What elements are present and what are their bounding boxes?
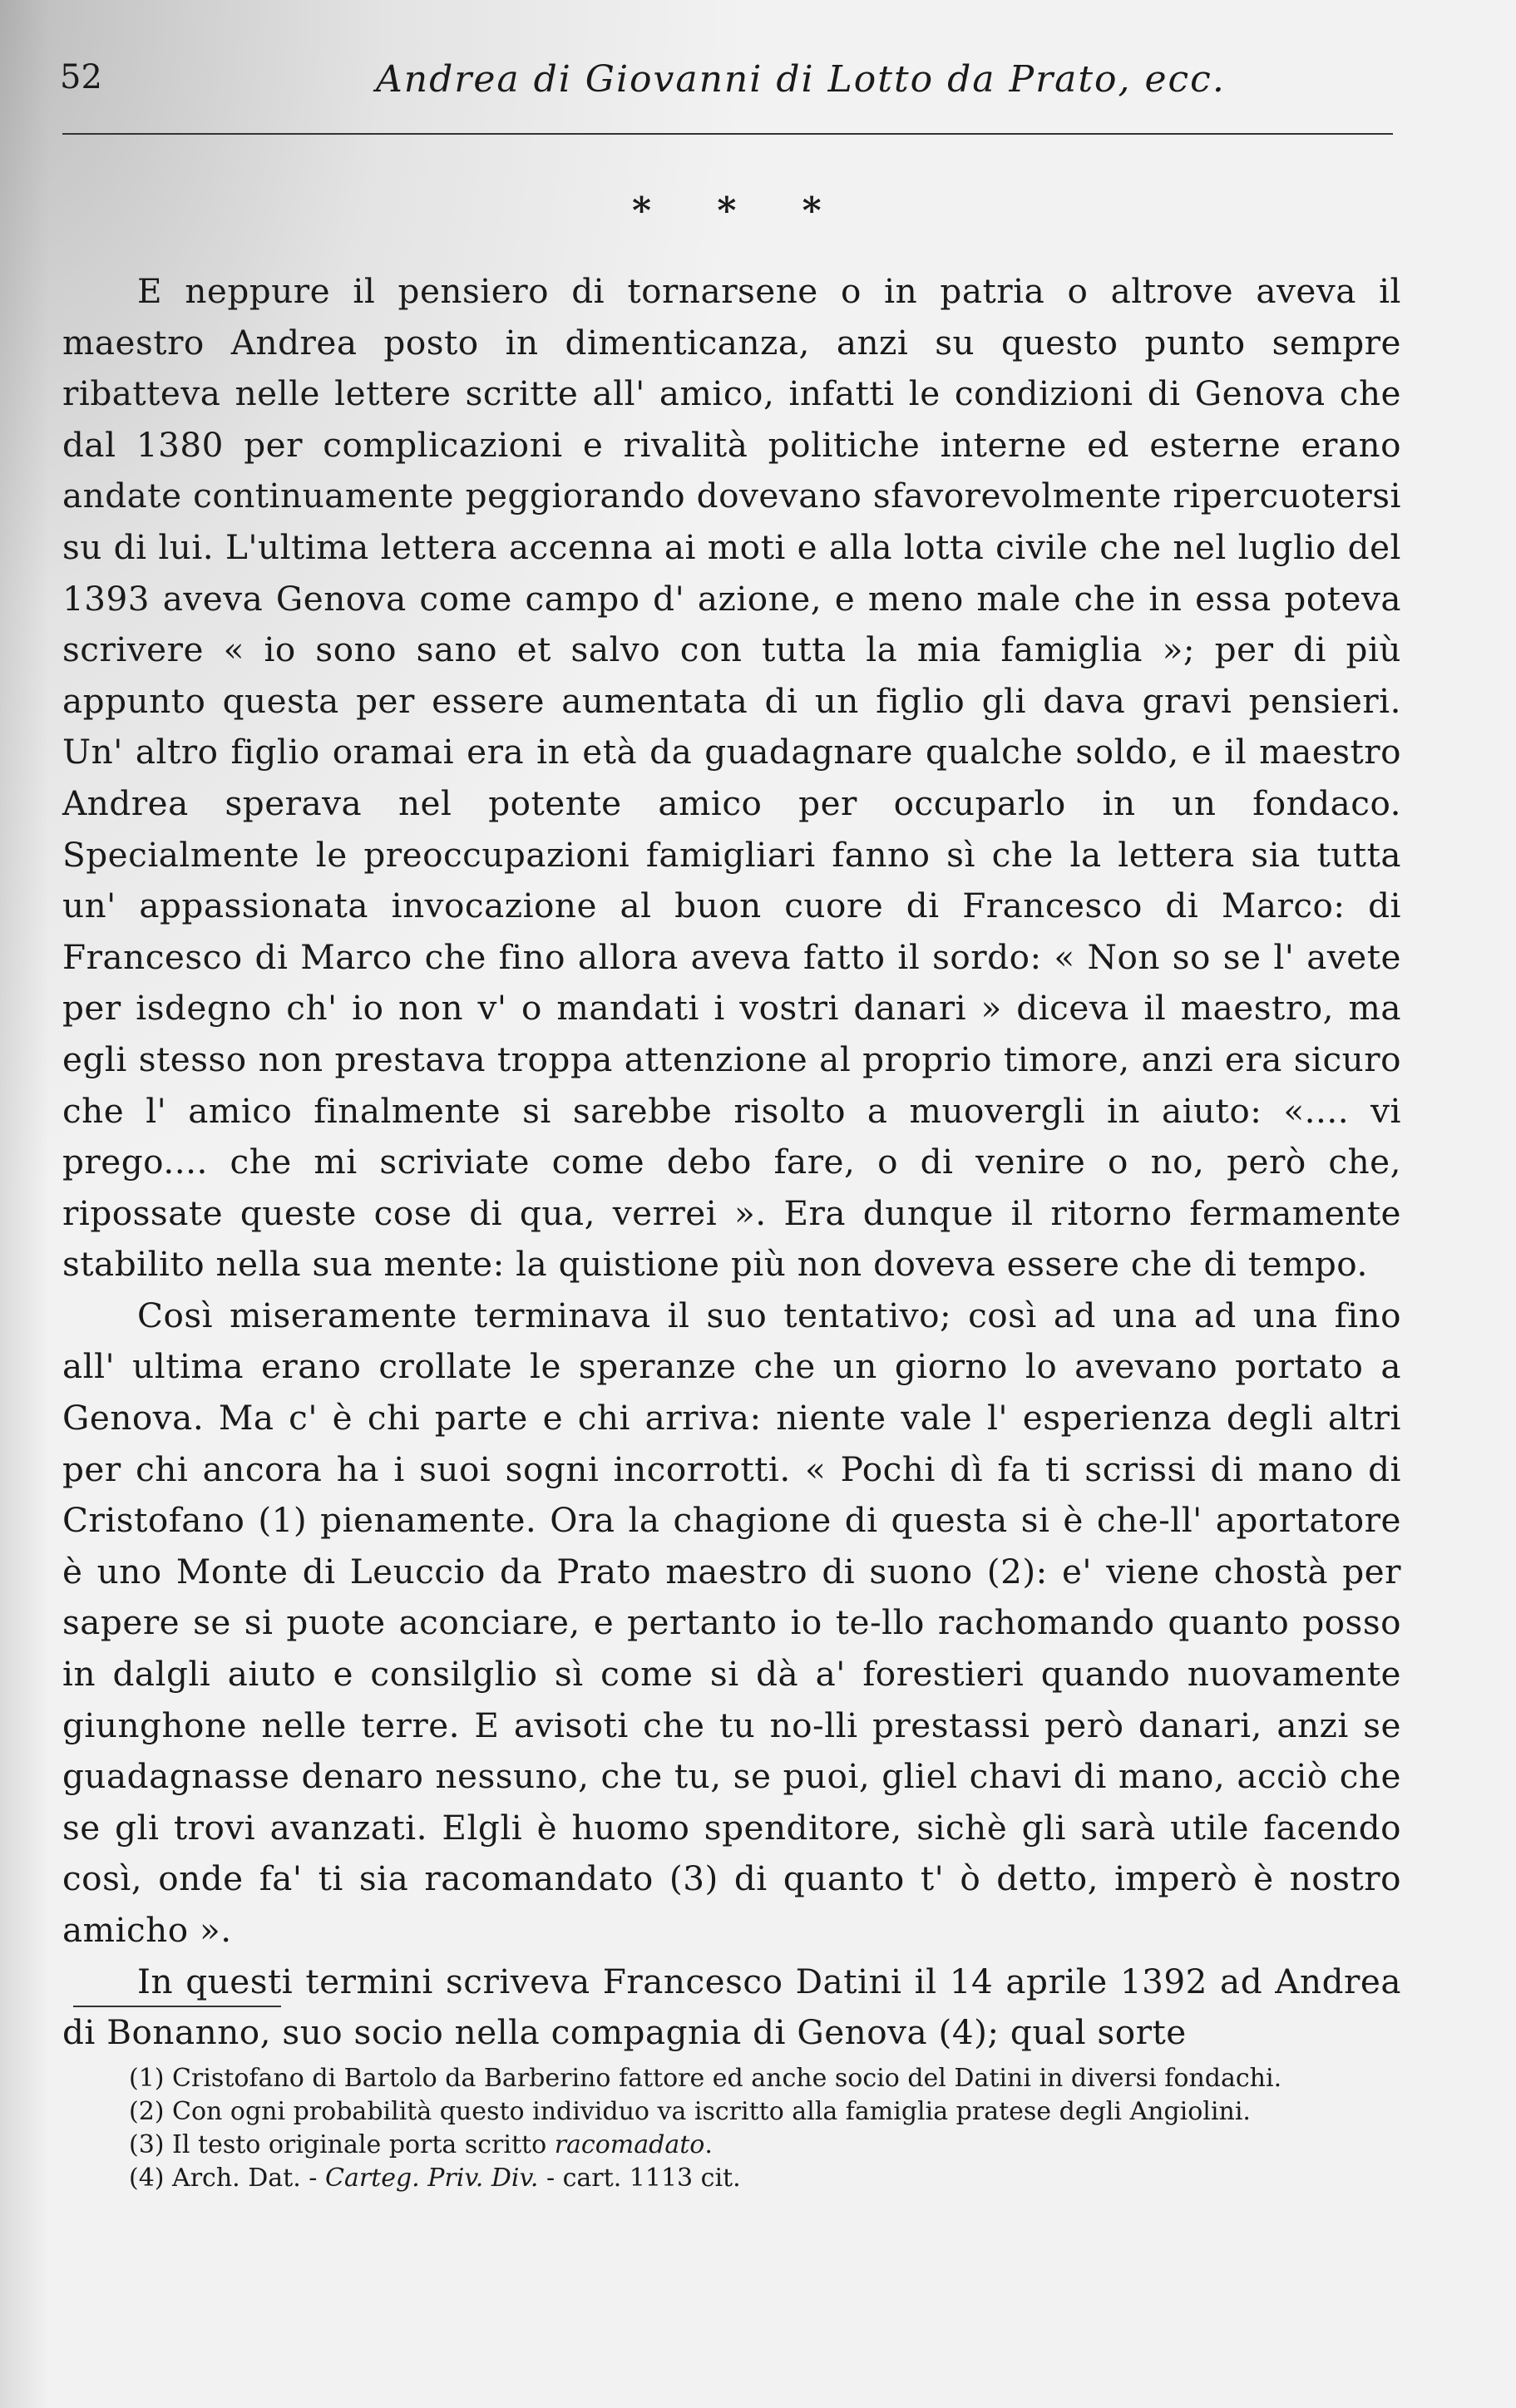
- footnote-rule: [73, 2006, 281, 2007]
- footnote-3-italic: racomadato: [554, 2130, 705, 2159]
- page-number: 52: [60, 58, 102, 96]
- paragraph-2: Così miseramente terminava il suo tentativo; così ad una ad una fino all' ultima erano crollate le speranze che un giorno lo avevano portato a Genova. Ma c' è chi parte e chi arriva: niente vale l' esperienza degli altri per chi ancora ha i suoi sogni incorrotti. « Pochi dì fa ti scrissi di mano di Cristofano (1) pienamente. Ora la chagione di questa si è che-ll' aportatore è uno Monte di Leuccio da Prato maestro di suono (2): e' viene chostà per sapere se si puote aconciare, e pertanto io te-llo rachomando quanto posso in dalgli aiuto e consilglio sì come si dà a' forestieri quando nuovamente giunghone nelle terre. E avisoti che tu no-lli prestassi però danari, anzi se guadagnasse denaro nessuno, che tu, se puoi, gliel chavi di mano, acciò che se gli trovi avanzati. Elgli è huomo spenditore, sichè gli sarà utile facendo così, onde fa' ti sia racomandato (3) di quanto t' ò detto, imperò è nostro amicho ».: [62, 1295, 1401, 1950]
- section-asterisks: * * *: [632, 190, 848, 232]
- footnote-1: (1) Cristofano di Bartolo da Barberino fattore ed anche socio del Datini in diversi fondachi.: [129, 2064, 1282, 2093]
- paragraph-3: In questi termini scriveva Francesco Datini il 14 aprile 1392 ad Andrea di Bonanno, suo socio nella compagnia di Genova (4); qual sorte: [62, 1961, 1401, 2053]
- body-text: [62, 266, 1401, 2059]
- running-title: Andrea di Giovanni di Lotto da Prato, ecc.: [376, 58, 1226, 101]
- footnote-3: [62, 2129, 1401, 2162]
- paragraph-1: E neppure il pensiero di tornarsene o in patria o altrove aveva il maestro Andrea posto in dimenticanza, anzi su questo punto sempre ribatteva nelle lettere scritte all' amico, infatti le condizioni di Genova che dal 1380 per complicazioni e rivalità politiche interne ed esterne erano andate continuamente peggiorando dovevano sfavorevolmente ripercuotersi su di lui. L'ultima lettera accenna ai moti e alla lotta civile che nel luglio del 1393 aveva Genova come campo d' azione, e meno male che in essa poteva scrivere « io sono sano et salvo con tutta la mia famiglia »; per di più appunto questa per essere aumentata di un figlio gli dava gravi pensieri. Un' altro figlio oramai era in età da guadagnare qualche soldo, e il maestro Andrea sperava nel potente amico per occuparlo in un fondaco. Specialmente le preoccupazioni famigliari fanno sì che la lettera sia tutta un' appassionata invocazione al buon cuore di Francesco di Marco: di Francesco di Marco che fino allora aveva fatto il sordo: « Non so se l' avete per isdegno ch' io non v' o mandati i vostri danari » diceva il maestro, ma egli stesso non prestava troppa attenzione al proprio timore, anzi era sicuro che l' amico finalmente si sarebbe risolto a muovergli in aiuto: «.... vi prego.... che mi scriviate come debo fare, o di venire o no, però che, ripossate queste cose di qua, verrei ». Era dunque il ritorno fermamente stabilito nella sua mente: la quistione più non doveva essere che di tempo.: [62, 271, 1401, 1285]
- footnote-3-prefix: (3) Il testo originale porta scritto: [129, 2130, 555, 2159]
- footnote-4: [62, 2162, 1401, 2195]
- header-rule: [62, 133, 1393, 135]
- footnote-4-prefix: (4) Arch. Dat. -: [129, 2164, 325, 2193]
- page-header: [60, 58, 1390, 108]
- footnote-4-italic: Carteg. Priv. Div.: [324, 2164, 539, 2193]
- footnote-2: (2) Con ogni probabilità questo individuo va iscritto alla famiglia pratese degli Angiolini.: [129, 2097, 1251, 2126]
- footnote-4-suffix: - cart. 1113 cit.: [538, 2164, 741, 2193]
- footnote-3-suffix: .: [704, 2130, 713, 2159]
- footnotes: [62, 2062, 1401, 2195]
